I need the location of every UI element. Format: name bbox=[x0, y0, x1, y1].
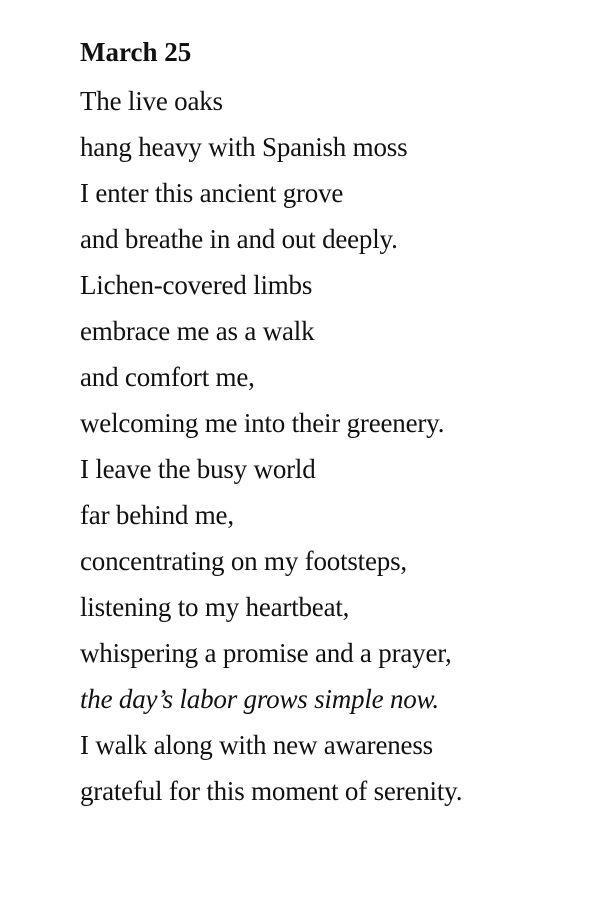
poem-title: March 25 bbox=[80, 37, 192, 67]
poem-line: I leave the busy world bbox=[80, 454, 316, 484]
poem-line: I enter this ancient grove bbox=[80, 178, 344, 208]
poem-body bbox=[80, 78, 590, 814]
poem-line: embrace me as a walk bbox=[80, 316, 315, 346]
poem-line-italic: the day’s labor grows simple now. bbox=[80, 684, 439, 714]
poem-line: whispering a promise and a prayer, bbox=[80, 638, 452, 668]
poem-line: concentrating on my footsteps, bbox=[80, 546, 407, 576]
poem-line: and breathe in and out deeply. bbox=[80, 224, 398, 254]
poem-page bbox=[80, 34, 590, 814]
poem-line: grateful for this moment of serenity. bbox=[80, 776, 463, 806]
poem-line: and comfort me, bbox=[80, 362, 255, 392]
poem-line: I walk along with new awareness bbox=[80, 730, 433, 760]
poem-line: welcoming me into their greenery. bbox=[80, 408, 445, 438]
poem-line: listening to my heartbeat, bbox=[80, 592, 350, 622]
poem-line: Lichen-covered limbs bbox=[80, 270, 313, 300]
poem-line: hang heavy with Spanish moss bbox=[80, 132, 408, 162]
poem-line: The live oaks bbox=[80, 86, 223, 116]
poem-line: far behind me, bbox=[80, 500, 234, 530]
